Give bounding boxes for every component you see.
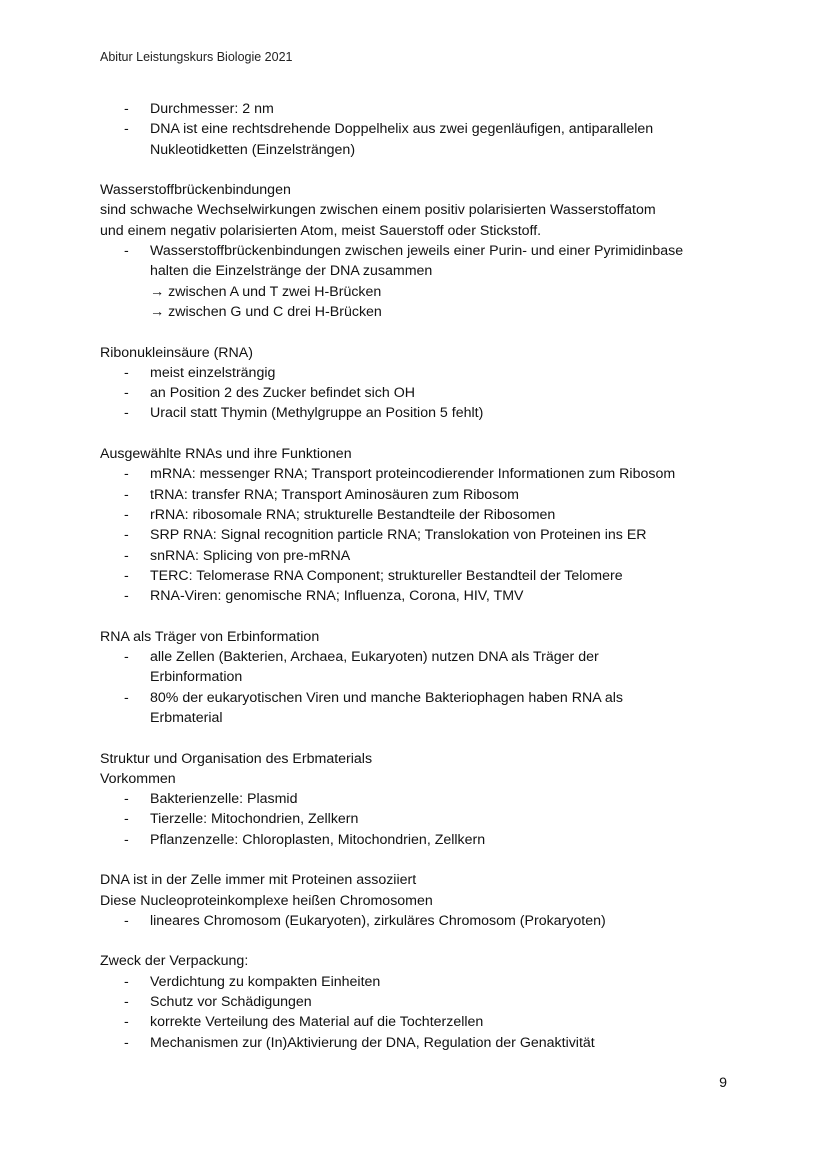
list-item-text: korrekte Verteilung des Material auf die Tochterzellen	[150, 1014, 484, 1031]
list-item-text: meist einzelsträngig	[150, 364, 276, 381]
list-item	[100, 1012, 740, 1032]
page-header-title: Abitur Leistungskurs Biologie 2021	[100, 50, 293, 64]
list-item-text: lineares Chromosom (Eukaryoten), zirkuläres Chromosom (Prokaryoten)	[150, 912, 606, 929]
paragraph-line: Diese Nucleoproteinkomplexe heißen Chromosomen	[100, 892, 433, 909]
paragraph-line: sind schwache Wechselwirkungen zwischen einem positiv polarisierten Wasserstoffatom	[100, 202, 656, 219]
spacer	[100, 850, 740, 870]
paragraph-line: DNA ist in der Zelle immer mit Proteinen assoziiert	[100, 872, 417, 889]
list-item-text: Verdichtung zu kompakten Einheiten	[150, 973, 381, 990]
bullet-dash: -	[124, 101, 129, 117]
bullet-dash: -	[124, 527, 129, 544]
section-heading: Struktur und Organisation des Erbmaterials	[100, 750, 373, 767]
list-item	[100, 972, 740, 992]
list-item-text: Pflanzenzelle: Chloroplasten, Mitochondrien, Zellkern	[150, 831, 486, 848]
bullet-dash: -	[124, 689, 129, 706]
bullet-dash: -	[124, 364, 129, 381]
bullet-dash: -	[124, 811, 129, 828]
bullet-dash: -	[124, 567, 129, 584]
bullet-dash: -	[124, 385, 129, 402]
bullet-dash: -	[124, 973, 129, 990]
bullet-dash: -	[124, 1034, 129, 1051]
list-item-text: Schutz vor Schädigungen	[150, 994, 312, 1011]
list-item	[100, 992, 740, 1012]
list-item	[100, 525, 740, 545]
section-subheading: Vorkommen	[100, 770, 176, 787]
section-heading: Ausgewählte RNAs und ihre Funktionen	[100, 446, 352, 463]
list-item	[100, 647, 740, 667]
list-item-text: mRNA: messenger RNA; Transport proteincodierender Informationen zum Ribosom	[150, 466, 676, 483]
list-item-text: Mechanismen zur (In)Aktivierung der DNA, Regulation der Genaktivität	[150, 1034, 595, 1051]
spacer	[100, 160, 740, 180]
list-item-text: DNA ist eine rechtsdrehende Doppelhelix aus zwei gegenläufigen, antiparallelen	[150, 121, 654, 138]
bullet-dash: -	[124, 649, 129, 666]
section-heading: RNA als Träger von Erbinformation	[100, 628, 320, 645]
list-item	[100, 566, 740, 586]
paragraph-line: und einem negativ polarisierten Atom, meist Sauerstoff oder Stickstoff.	[100, 222, 542, 239]
list-item-text: RNA-Viren: genomische RNA; Influenza, Corona, HIV, TMV	[150, 588, 524, 605]
list-item	[100, 363, 740, 383]
list-item	[100, 485, 740, 505]
list-item-text: Wasserstoffbrückenbindungen zwischen jeweils einer Purin- und einer Pyrimidinbase	[150, 243, 684, 260]
list-item-text: SRP RNA: Signal recognition particle RNA; Translokation von Proteinen ins ER	[150, 527, 647, 544]
spacer	[100, 931, 740, 951]
list-item-text: snRNA: Splicing von pre-mRNA	[150, 547, 351, 564]
page-content	[100, 99, 740, 1053]
bullet-dash: -	[124, 243, 129, 260]
bullet-dash: -	[124, 1014, 129, 1031]
list-item	[100, 789, 740, 809]
list-item-text: Tierzelle: Mitochondrien, Zellkern	[150, 811, 359, 828]
list-item-continuation: Nukleotidketten (Einzelsträngen)	[150, 141, 356, 158]
section-heading: Ribonukleinsäure (RNA)	[100, 344, 253, 361]
list-item-text: TERC: Telomerase RNA Component; struktureller Bestandteil der Telomere	[150, 567, 623, 584]
list-item	[100, 99, 740, 119]
bullet-dash: -	[124, 506, 129, 523]
spacer	[100, 424, 740, 444]
list-item	[100, 464, 740, 484]
list-item	[100, 403, 740, 423]
bullet-dash: -	[124, 121, 129, 138]
list-item-text: an Position 2 des Zucker befindet sich OH	[150, 385, 415, 402]
bullet-dash: -	[124, 547, 129, 564]
list-item	[100, 911, 740, 931]
list-item	[100, 809, 740, 829]
list-item	[100, 688, 740, 708]
bullet-dash: -	[124, 466, 129, 483]
list-item-text: Durchmesser: 2 nm	[150, 101, 274, 117]
list-item	[100, 505, 740, 525]
list-item-continuation: Erbmaterial	[150, 709, 223, 726]
list-item-text: 80% der eukaryotischen Viren und manche Bakteriophagen haben RNA als	[150, 689, 623, 706]
list-item-text: tRNA: transfer RNA; Transport Aminosäuren zum Ribosom	[150, 486, 520, 503]
spacer	[100, 728, 740, 748]
page-number: 9	[719, 1075, 727, 1091]
list-item	[100, 1033, 740, 1053]
bullet-dash: -	[124, 405, 129, 422]
bullet-dash: -	[124, 831, 129, 848]
list-item-continuation: Erbinformation	[150, 669, 243, 686]
bullet-dash: -	[124, 994, 129, 1011]
bullet-dash: -	[124, 791, 129, 808]
list-item	[100, 586, 740, 606]
list-item	[100, 546, 740, 566]
arrow-note: → zwischen A und T zwei H-Brücken	[150, 283, 382, 300]
list-item-text: Uracil statt Thymin (Methylgruppe an Position 5 fehlt)	[150, 405, 484, 422]
bullet-dash: -	[124, 912, 129, 929]
arrow-note: → zwischen G und C drei H-Brücken	[150, 303, 382, 320]
bullet-dash: -	[124, 486, 129, 503]
list-item-text: rRNA: ribosomale RNA; strukturelle Bestandteile der Ribosomen	[150, 506, 556, 523]
spacer	[100, 606, 740, 626]
list-item	[100, 119, 740, 139]
list-item-text: Bakterienzelle: Plasmid	[150, 791, 298, 808]
section-heading: Zweck der Verpackung:	[100, 953, 249, 970]
list-item	[100, 383, 740, 403]
spacer	[100, 322, 740, 342]
section-heading: Wasserstoffbrückenbindungen	[100, 182, 291, 199]
bullet-dash: -	[124, 588, 129, 605]
list-item-continuation: halten die Einzelstränge der DNA zusammen	[150, 263, 433, 280]
list-item-text: alle Zellen (Bakterien, Archaea, Eukaryoten) nutzen DNA als Träger der	[150, 649, 599, 666]
list-item	[100, 830, 740, 850]
list-item	[100, 241, 740, 261]
